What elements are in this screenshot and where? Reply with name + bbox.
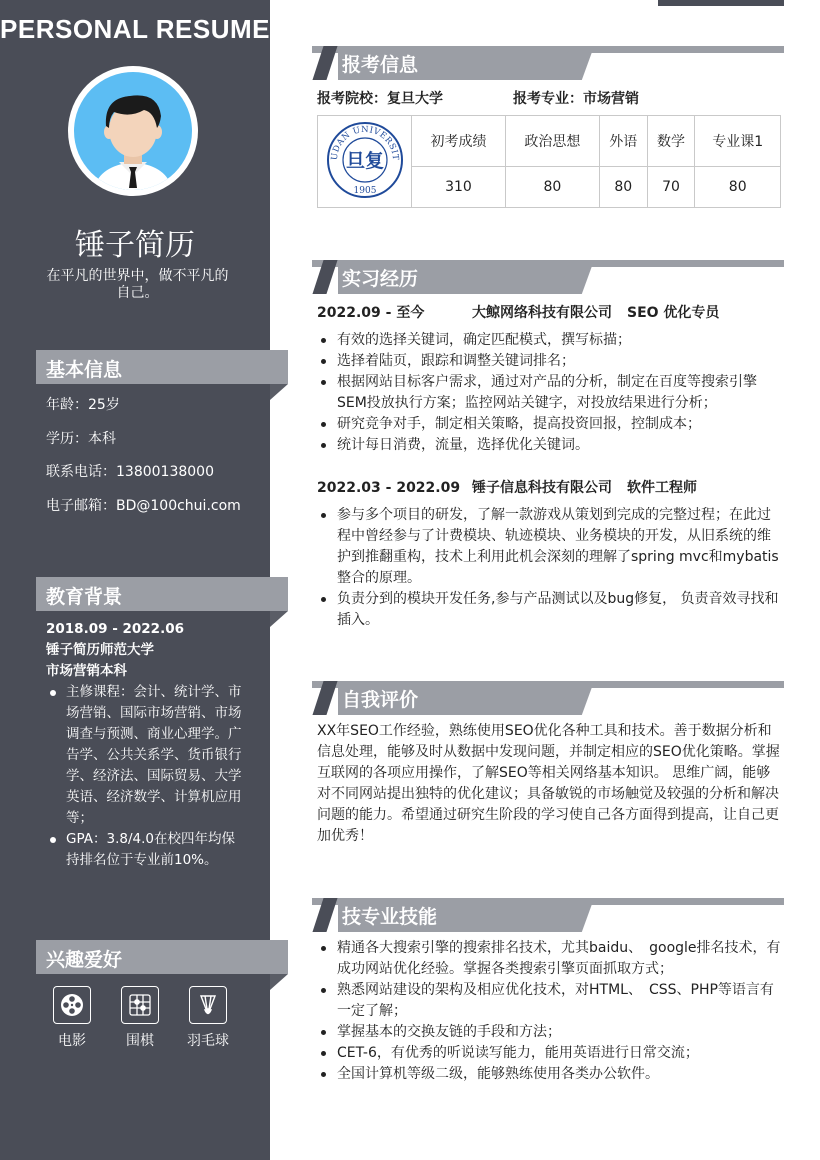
top-accent-bar <box>658 0 784 6</box>
hobby-badminton <box>178 986 238 1050</box>
job-period: 2022.03 - 2022.09 <box>317 480 461 496</box>
self-eval-text: XX年SEO工作经验，熟练使用SEO优化各种工具和技术。善于数据分析和信息处理，能够及时从数据中发现问题，并制定相应的SEO优化策略。掌握互联网的各项应用操作，了解SEO等相关网络基本知识。 思维广阔，能够对不同网站提出独特的优化建议；具备敏锐的市场触觉及较强的分析和解决问题的能力。希望通过研究生阶段的学习使自己各方面得到提高，让自己更加优秀！ <box>317 723 780 844</box>
hobby-label: 围棋 <box>126 1033 154 1049</box>
list-item: CET-6，有优秀的听说读写能力，能用英语进行日常交流； <box>317 1043 784 1064</box>
list-item: 有效的选择关键词，确定匹配模式，撰写标描； <box>317 330 784 351</box>
list-item: 全国计算机等级二级，能够熟练使用各类办公软件。 <box>317 1064 784 1085</box>
internship-heading-label: 实习经历 <box>342 268 419 290</box>
self-eval-heading <box>312 681 784 715</box>
self-eval-heading-label: 自我评价 <box>342 689 419 711</box>
person-avatar-icon <box>74 72 192 190</box>
score-cell: 80 <box>505 166 599 207</box>
list-item: 精通各大搜索引擎的搜索排名技术，尤其baidu、 google排名技术，有成功网站优化经验。掌握各类搜索引擎页面抓取方式； <box>317 938 784 980</box>
sidebar <box>0 0 270 1160</box>
avatar <box>68 66 198 196</box>
logo-year: 1905 <box>353 185 376 196</box>
job-role: SEO 优化专员 <box>627 305 720 321</box>
score-cell: 310 <box>412 166 506 207</box>
email-item: 电子邮箱：BD@100chui.com <box>46 498 241 514</box>
exam-heading <box>312 46 784 80</box>
hobby-movie <box>42 986 102 1050</box>
hobbies-heading-label: 兴趣爱好 <box>46 949 123 971</box>
score-table <box>317 115 781 208</box>
job-company: 锤子信息科技有限公司 <box>472 480 612 496</box>
resume-title: PERSONAL RESUME <box>0 14 270 44</box>
phone-item: 联系电话：13800138000 <box>46 464 214 480</box>
go-board-icon <box>121 986 159 1024</box>
degree-item: 学历：本科 <box>46 431 116 447</box>
university-seal-icon <box>325 120 405 200</box>
film-reel-icon <box>53 986 91 1024</box>
logo-university-text: UDAN UNIVERSIT <box>329 124 400 161</box>
subject-header: 初考成绩 <box>412 116 506 167</box>
basic-info-heading <box>36 350 288 384</box>
job-company: 大鲸网络科技有限公司 <box>472 305 612 321</box>
list-item: 参与多个项目的研发，了解一款游戏从策划到完成的完整过程；在此过程中曾经参与了计费模块、轨迹模块、业务模块的开发，从旧系统的维护到推翻重构，技术上利用此机会深刻的理解了spring mvc和mybatis整合的原理。 <box>317 505 784 589</box>
education-school: 锤子简历师范大学 <box>46 642 154 658</box>
score-cell: 80 <box>695 166 781 207</box>
exam-heading-label: 报考信息 <box>342 54 419 76</box>
education-bullets <box>46 682 246 871</box>
subject-header: 数学 <box>647 116 695 167</box>
subject-header: 专业课1 <box>695 116 781 167</box>
list-item: 掌握基本的交换友链的手段和方法； <box>317 1022 784 1043</box>
shuttlecock-icon <box>189 986 227 1024</box>
age-item: 年龄：25岁 <box>46 397 120 413</box>
exam-major: 报考专业：市场营销 <box>513 91 639 107</box>
job-header-2 <box>317 477 697 497</box>
list-item: 熟悉网站建设的架构及相应优化技术，对HTML、 CSS、PHP等语言有一定了解； <box>317 980 784 1022</box>
job-header-1 <box>317 302 719 322</box>
internship-heading <box>312 260 784 294</box>
subject-header: 外语 <box>599 116 647 167</box>
logo-center-text: 旦复 <box>345 149 384 172</box>
hobbies-heading <box>36 940 288 974</box>
list-item: 根据网站目标客户需求，通过对产品的分析，制定在百度等搜索引擎SEM投放执行方案；监控网站关键字，对投放结果进行分析； <box>317 372 784 414</box>
job-2-bullets <box>317 505 784 631</box>
education-period: 2018.09 - 2022.06 <box>46 621 184 637</box>
list-item: 统计每日消费，流量，选择优化关键词。 <box>317 435 784 456</box>
skills-heading-label: 技专业技能 <box>342 906 438 928</box>
list-item: GPA：3.8/4.0在校四年均保持排名位于专业前10%。 <box>46 829 246 871</box>
education-heading-label: 教育背景 <box>46 586 123 608</box>
score-cell: 80 <box>599 166 647 207</box>
job-role: 软件工程师 <box>627 480 697 496</box>
hobby-label: 电影 <box>58 1033 86 1049</box>
list-item: 主修课程：会计、统计学、市场营销、国际市场营销、市场调查与预测、商业心理学。广告学、公共关系学、货币银行学、经济法、国际贸易、大学英语、经济数学、计算机应用等； <box>46 682 246 829</box>
subject-header: 政治思想 <box>505 116 599 167</box>
education-heading <box>36 577 288 611</box>
job-1-bullets <box>317 330 784 456</box>
hobby-label: 羽毛球 <box>187 1033 229 1049</box>
basic-info-heading-label: 基本信息 <box>46 359 123 381</box>
skills-heading <box>312 898 784 932</box>
hobby-go <box>110 986 170 1050</box>
education-major: 市场营销本科 <box>46 663 127 679</box>
skills-bullets <box>317 938 784 1085</box>
person-name: 锤子简历 <box>75 228 195 263</box>
education-block <box>46 619 246 871</box>
score-cell: 70 <box>647 166 695 207</box>
list-item: 选择着陆页，跟踪和调整关键词排名； <box>317 351 784 372</box>
fudan-logo <box>318 116 412 208</box>
job-period: 2022.09 - 至今 <box>317 305 425 321</box>
motto: 在平凡的世界中，做不平凡的自己。 <box>46 268 229 301</box>
list-item: 研究竞争对手，制定相关策略，提高投资回报，控制成本； <box>317 414 784 435</box>
exam-school: 报考院校：复旦大学 <box>317 91 443 107</box>
list-item: 负责分到的模块开发任务,参与产品测试以及bug修复， 负责音效寻找和插入。 <box>317 589 784 631</box>
